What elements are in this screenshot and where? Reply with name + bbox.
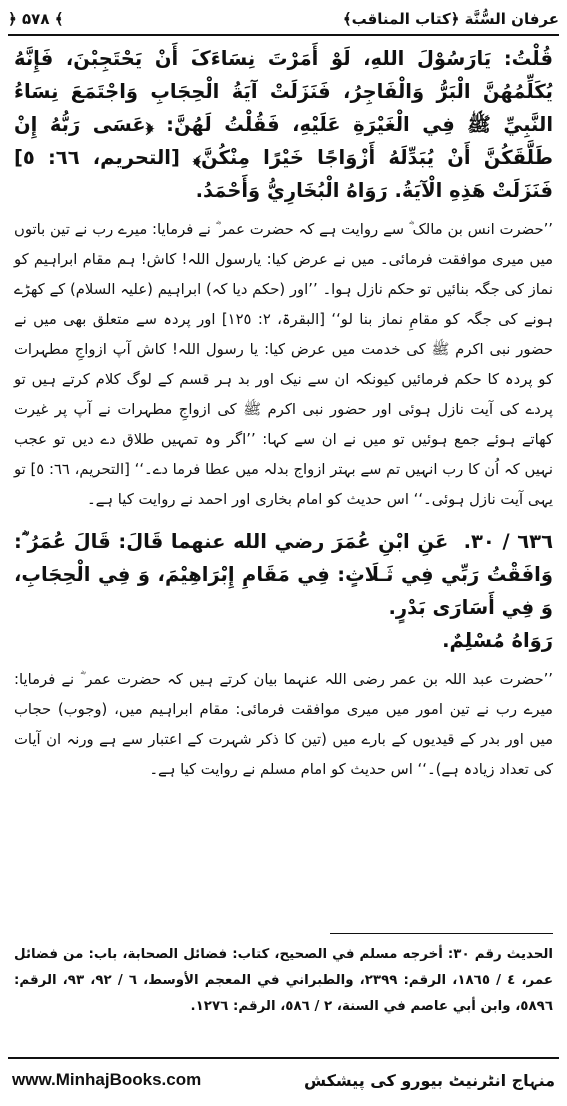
- page-footer: [12, 1064, 555, 1096]
- main-content: [14, 40, 553, 785]
- hadith-attribution: رَوَاهُ مُسْلِمٌ.: [442, 629, 553, 652]
- arabic-hadith-text-1: قُلْتُ: يَارَسُوْلَ اللهِ، لَوْ أَمَرْتَ نِسَاءَکَ أَنْ يَحْتَجِبْنَ، فَإِنَّهُ يُکَلِّمُهُنَّ الْبَرُّ وَالْفَاجِرُ، فَنَزَلَتْ آيَةُ الْحِجَابِ وَاجْتَمَعَ نِسَاءُ النَّبِيِّ ﷺ فِي الْغَيْرَةِ عَلَيْهِ، فَقُلْتُ لَهُنَّ: ﴿عَسَى رَبُّهُ إِنْ طَلَّقَکُنَّ أَنْ يُبَدِّلَهُ أَزْوَاجًا خَيْرًا مِنْکُنَّ﴾ [التحريم، ٦٦: ٥] فَنَزَلَتْ هَذِهِ الْآيَةُ. رَوَاهُ الْبُخَارِيُّ وَأَحْمَدُ.: [14, 47, 553, 202]
- website-link[interactable]: www.MinhajBooks.com: [12, 1070, 202, 1089]
- footnote-divider: [330, 933, 553, 934]
- arabic-hadith-text-2: [14, 525, 553, 624]
- page-header: [8, 6, 559, 32]
- header-divider: [8, 34, 559, 36]
- urdu-translation-1: ’’حضرت انس بن مالک ؓ سے روایت ہے کہ حضرت عمر ؓ نے فرمایا: میرے رب نے تین باتوں میں میری موافقت فرمائی۔ میں نے عرض کیا: یارسول اللہ! کاش! ہم مقام ابراہیم کو نماز کی جگہ بنائیں تو حکم نازل ہوا۔ ’’اور (حکم دیا کہ) ابراہیم (علیہ السلام) کے کھڑے ہونے کی جگہ کو مقامِ نماز بنا لو‘‘ [البقرۃ، ٢: ١٢٥] اور پردہ سے متعلق بھی میں نے حضور نبی اکرم ﷺ کی خدمت میں عرض کیا: یا رسول اللہ! کاش آپ ازواجِ مطہرات کو پردہ کا حکم فرمائیں کیونکہ ان سے نیک اور بد ہر قسم کے لوگ کلام کرتے ہیں تو پردے کی آیت نازل ہوئی اور حضور نبی اکرم ﷺ کی ازواجِ مطہرات نے آپ پر غیرت کھاتے ہوئے جمع ہوئیں تو میں نے ان سے کہا: ’’اگر وہ تمہیں طلاق دے دیں تو عجب نہیں کہ اُن کا رب انہیں تم سے بہتر ازواج بدلہ میں عطا فرما دے۔‘‘ [التحریم، ٦٦: ٥] تو یہی آیت نازل ہوئی۔‘‘ اس حدیث کو امام بخاری اور احمد نے روایت کیا ہے۔: [14, 221, 553, 508]
- hadith-number: ٦٣٦ / ٣٠.: [463, 530, 553, 553]
- footer-divider: [8, 1057, 559, 1059]
- publisher-credit: منہاج انٹرنیٹ بیورو کی پیشکش: [303, 1070, 555, 1090]
- book-title: عرفان السُّنَّة ﴿کتاب المناقب﴾: [342, 10, 559, 28]
- footnote: الحديث رقم ٣٠: أخرجه مسلم في الصحيح، كتاب: فضائل الصحابة، باب: من فضائل عمر، ٤ / ١٨٦٥، الرقم: ٢٣٩٩، والطبراني في المعجم الأوسط، ٦ / ٩٢، ٩٣، الرقم: ٥٨٩٦، وابن أبي عاصم في السنة، ٢ / ٥٨٦، الرقم: ١٢٧٦.: [14, 947, 553, 1014]
- urdu-translation-2: ’’حضرت عبد اللہ بن عمر رضی اللہ عنہما بیان کرتے ہیں کہ حضرت عمر ؓ نے فرمایا: میرے رب نے تین امور میں میری موافقت فرمائی: مقام ابراہیم میں، (وجوب) حجاب میں اور بدر کے قیدیوں کے بارے میں (تین کا ذکر شہرت کے اعتبار سے ہے ورنہ ان آیات کی تعداد زیادہ ہے)۔‘‘ اس حدیث کو امام مسلم نے روایت کیا ہے۔: [14, 671, 553, 778]
- arabic-hadith-body: عَنِ ابْنِ عُمَرَ رضي الله عنهما قَالَ: قَالَ عُمَرُ ؓ: وَافَقْتُ رَبِّي فِي ثَـلَاثٍ: فِي مَقَامِ إِبْرَاهِيْمَ، وَ فِي الْحِجَابِ، وَ فِي أَسَارَى بَدْرٍ.: [14, 530, 553, 619]
- page-number: ﴾ ۵۷۸ ﴿: [8, 10, 64, 28]
